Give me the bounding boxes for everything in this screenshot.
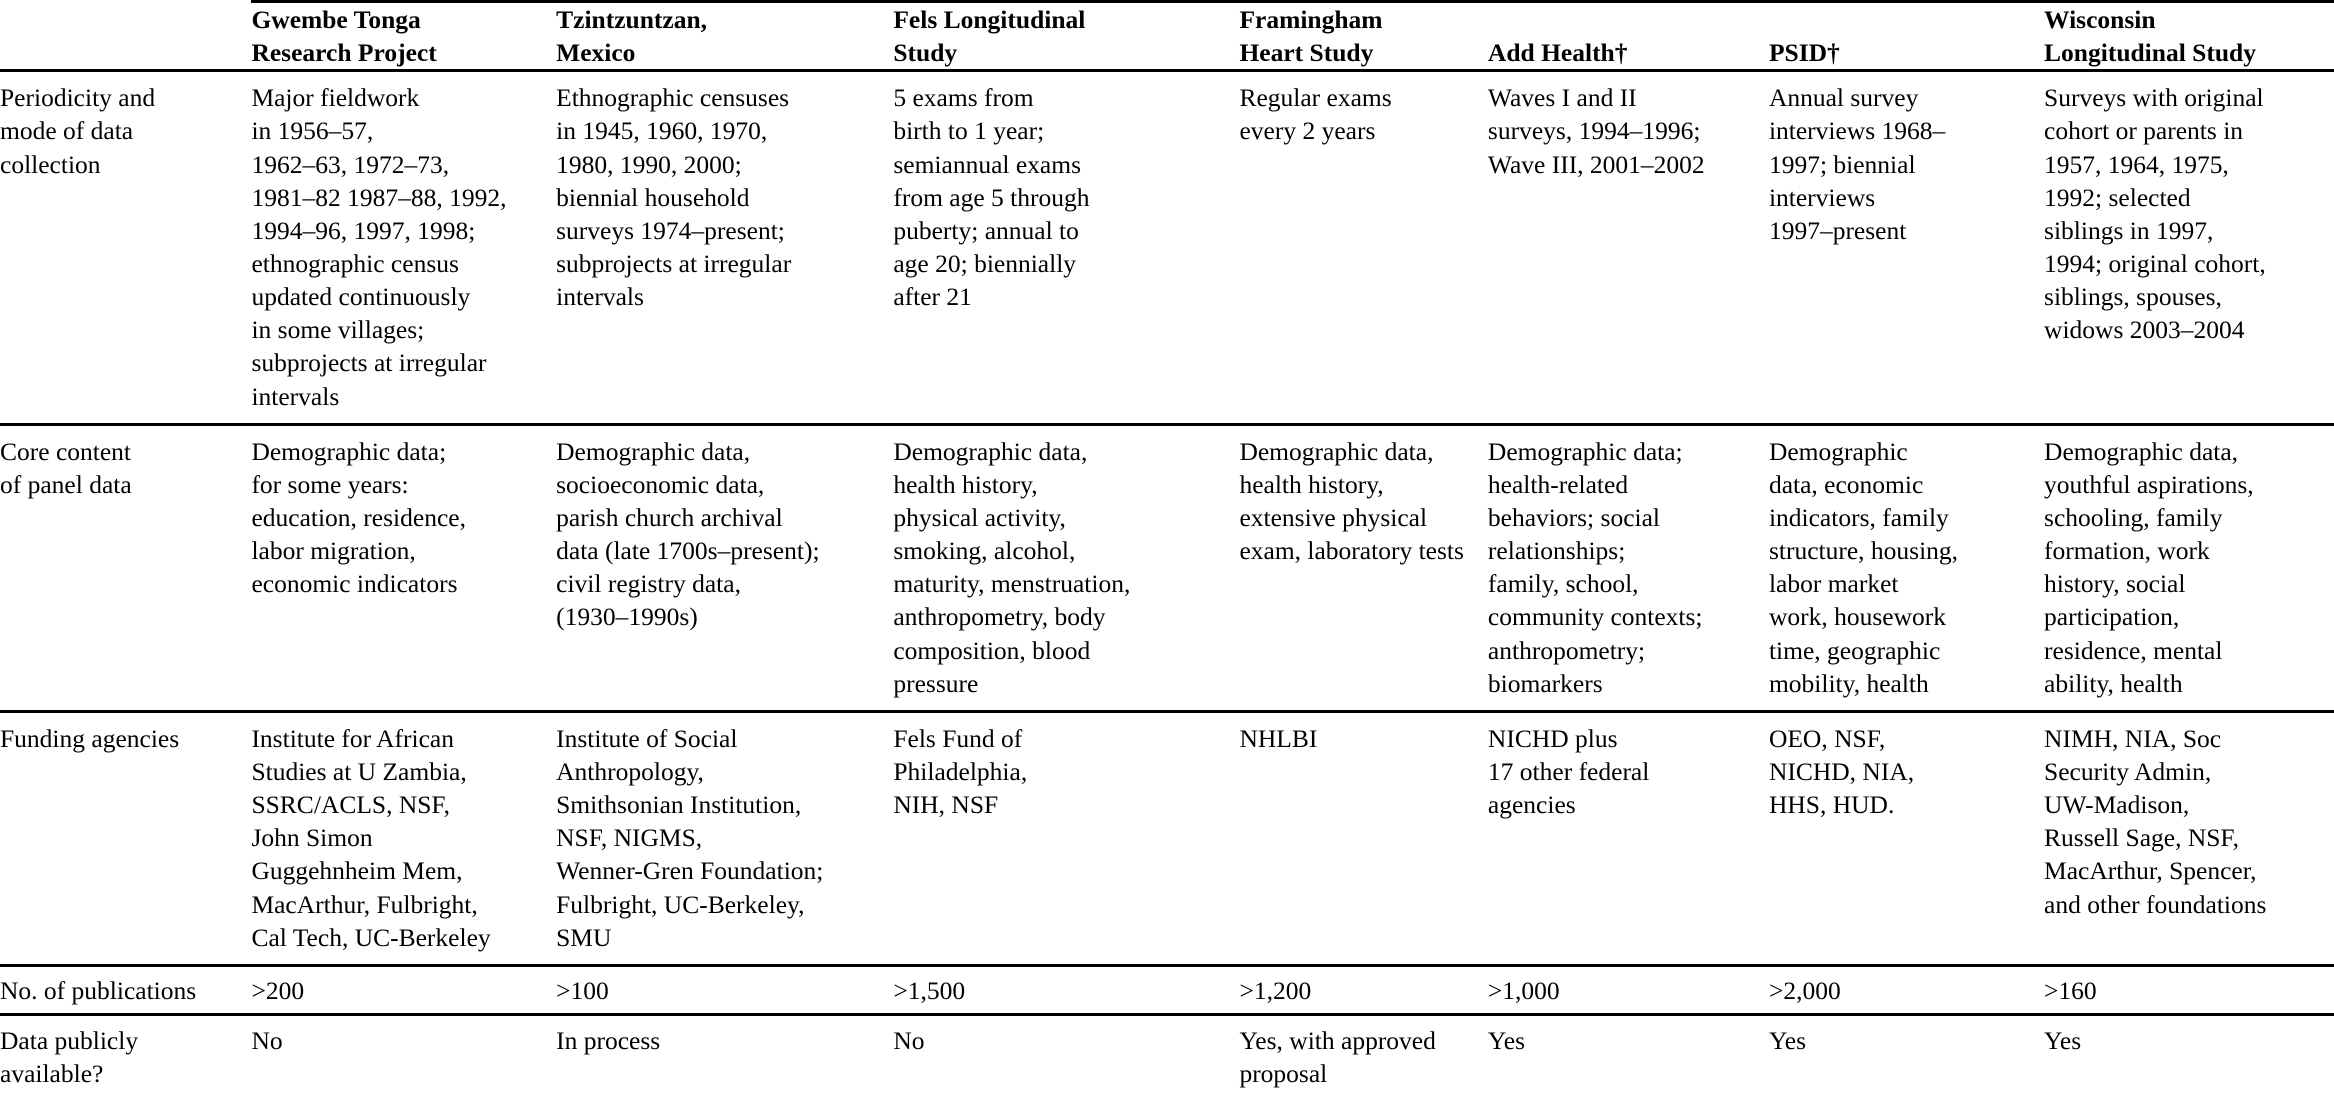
column-header-line: Longitudinal Study <box>2044 38 2256 68</box>
cell-periodicity-fels <box>893 71 1239 424</box>
row-label-periodicity <box>0 71 251 424</box>
cell-line: socioeconomic data, <box>556 469 765 499</box>
cell-line: SSRC/ACLS, NSF, <box>251 790 450 820</box>
cell-line: Institute of Social <box>556 723 738 753</box>
table-row <box>0 711 2334 965</box>
cell-line: Yes, with approved <box>1239 1025 1436 1055</box>
cell-line: maturity, menstruation, <box>893 569 1131 599</box>
cell-line: NIMH, NIA, Soc <box>2044 723 2222 753</box>
cell-data-available-add-health <box>1488 1014 1769 1094</box>
row-label-core-content <box>0 424 251 711</box>
cell-line: NICHD, NIA, <box>1768 756 1915 786</box>
column-header-line: Fels Longitudinal <box>893 5 1086 34</box>
cell-line: In process <box>556 1025 661 1055</box>
cell-data-available-psid <box>1769 1014 2044 1094</box>
row-label-line: of panel data <box>0 469 132 499</box>
column-header-psid <box>1769 2 2044 71</box>
row-label-publications <box>0 965 251 1014</box>
cell-line: history, social <box>2044 569 2186 599</box>
cell-publications-add-health <box>1488 965 1769 1014</box>
column-header-line: PSID† <box>1768 38 1840 68</box>
cell-core-content-fels <box>893 424 1239 711</box>
cell-line: Fels Fund of <box>893 723 1023 753</box>
cell-line: youthful aspirations, <box>2044 469 2254 499</box>
cell-line: 1980, 1990, 2000; <box>556 149 742 179</box>
cell-line: SMU <box>556 922 612 952</box>
cell-core-content-framingham <box>1239 424 1487 711</box>
row-label-line: available? <box>0 1059 104 1089</box>
cell-line: anthropometry; <box>1487 635 1646 665</box>
cell-line: family, school, <box>1487 569 1639 599</box>
cell-line: Demographic <box>1768 436 1908 466</box>
cell-line: MacArthur, Spencer, <box>2044 856 2257 886</box>
cell-line: Demographic data; <box>251 436 447 466</box>
cell-line: surveys, 1994–1996; <box>1487 116 1701 146</box>
cell-line: >1,000 <box>1487 975 1560 1005</box>
cell-line: agencies <box>1487 790 1576 820</box>
cell-data-available-gwembe <box>251 1014 556 1094</box>
row-label-line: Funding agencies <box>0 723 180 753</box>
cell-line: subprojects at irregular <box>556 248 792 278</box>
cell-periodicity-add-health <box>1488 71 1769 424</box>
cell-line: Yes <box>1487 1025 1526 1055</box>
cell-publications-psid <box>1769 965 2044 1014</box>
cell-core-content-tzintzuntzan <box>556 424 893 711</box>
cell-publications-tzintzuntzan <box>556 965 893 1014</box>
cell-line: 1997; biennial <box>1768 149 1916 179</box>
column-header-line: Wisconsin <box>2044 5 2156 34</box>
cell-line: indicators, family <box>1768 502 1949 532</box>
cell-line: Institute for African <box>251 723 454 753</box>
column-header-line: Add Health† <box>1487 38 1628 68</box>
cell-line: MacArthur, Fulbright, <box>251 889 478 919</box>
cell-line: 1997–present <box>1768 215 1907 245</box>
cell-publications-framingham <box>1239 965 1487 1014</box>
cell-core-content-add-health <box>1488 424 1769 711</box>
cell-line: data (late 1700s–present); <box>556 536 820 566</box>
cell-line: intervals <box>556 282 644 312</box>
cell-line: Studies at U Zambia, <box>251 756 467 786</box>
cell-line: smoking, alcohol, <box>893 536 1076 566</box>
cell-line: OEO, NSF, <box>1768 723 1886 753</box>
cell-line: >2,000 <box>1768 975 1841 1005</box>
cell-line: 5 exams from <box>893 83 1034 113</box>
cell-line: 1994–96, 1997, 1998; <box>251 215 476 245</box>
row-label-line: mode of data <box>0 116 134 146</box>
cell-line: and other foundations <box>2044 889 2267 919</box>
cell-line: birth to 1 year; <box>893 116 1045 146</box>
cell-line: updated continuously <box>251 282 471 312</box>
cell-periodicity-psid <box>1769 71 2044 424</box>
cell-line: labor market <box>1768 569 1899 599</box>
cell-line: Demographic data; <box>1487 436 1683 466</box>
cell-line: every 2 years <box>1239 116 1376 146</box>
cell-line: labor migration, <box>251 536 416 566</box>
cell-line: schooling, family <box>2044 502 2223 532</box>
table-header <box>0 2 2334 71</box>
cell-line: anthropometry, body <box>893 602 1106 632</box>
table-row <box>0 71 2334 424</box>
cell-funding-wisconsin <box>2044 711 2334 965</box>
cell-line: work, housework <box>1768 602 1946 632</box>
cell-line: 1994; original cohort, <box>2044 248 2266 278</box>
cell-line: residence, mental <box>2044 635 2223 665</box>
cell-line: Waves I and II <box>1487 83 1637 113</box>
cell-line: Cal Tech, UC-Berkeley <box>251 922 491 952</box>
cell-line: interviews <box>1768 182 1876 212</box>
cell-line: health history, <box>893 469 1038 499</box>
cell-line: Yes <box>1768 1025 1807 1055</box>
cell-data-available-wisconsin <box>2044 1014 2334 1094</box>
column-header-line: Mexico <box>556 38 636 68</box>
cell-line: Demographic data, <box>893 436 1088 466</box>
cell-line: NHLBI <box>1239 723 1318 753</box>
column-header-line <box>0 35 245 68</box>
cell-line: No <box>893 1025 925 1055</box>
cell-line: civil registry data, <box>556 569 741 599</box>
cell-line: age 20; biennially <box>893 248 1077 278</box>
header-row <box>0 2 2334 71</box>
cell-line: surveys 1974–present; <box>556 215 785 245</box>
cell-line: in some villages; <box>251 315 425 345</box>
cell-line: physical activity, <box>893 502 1066 532</box>
cell-line: data, economic <box>1768 469 1924 499</box>
table-row <box>0 965 2334 1014</box>
cell-line: time, geographic <box>1768 635 1941 665</box>
cell-periodicity-gwembe <box>251 71 556 424</box>
row-label-line: Core content <box>0 436 131 466</box>
cell-line: siblings, spouses, <box>2044 282 2222 312</box>
cell-line: siblings in 1997, <box>2044 215 2214 245</box>
column-header-line <box>1488 3 1763 36</box>
cell-line: Philadelphia, <box>893 756 1028 786</box>
cell-line: education, residence, <box>251 502 466 532</box>
cell-line: semiannual exams <box>893 149 1081 179</box>
cell-line: economic indicators <box>251 569 458 599</box>
cell-line: Smithsonian Institution, <box>556 790 802 820</box>
cell-periodicity-tzintzuntzan <box>556 71 893 424</box>
cell-core-content-psid <box>1769 424 2044 711</box>
cell-core-content-gwembe <box>251 424 556 711</box>
column-header-line: Research Project <box>251 38 437 68</box>
column-header-framingham <box>1239 2 1487 71</box>
cell-line: Wenner-Gren Foundation; <box>556 856 824 886</box>
column-header-line <box>1769 3 2038 36</box>
cell-line: exam, laboratory tests <box>1239 536 1464 566</box>
row-label-line: Periodicity and <box>0 83 156 113</box>
column-header-line: Tzintzuntzan, <box>556 5 708 34</box>
cell-funding-framingham <box>1239 711 1487 965</box>
column-header-line <box>0 2 245 35</box>
cell-line: Regular exams <box>1239 83 1392 113</box>
cell-line: Yes <box>2044 1025 2082 1055</box>
cell-line: proposal <box>1239 1059 1328 1089</box>
cell-line: extensive physical <box>1239 502 1428 532</box>
cell-line: Anthropology, <box>556 756 704 786</box>
cell-data-available-tzintzuntzan <box>556 1014 893 1094</box>
cell-line: from age 5 through <box>893 182 1090 212</box>
cell-line: in 1956–57, <box>251 116 374 146</box>
cell-line: widows 2003–2004 <box>2044 315 2245 345</box>
row-label-data-available <box>0 1014 251 1094</box>
cell-line: parish church archival <box>556 502 783 532</box>
cell-funding-tzintzuntzan <box>556 711 893 965</box>
cell-line: 17 other federal <box>1487 756 1650 786</box>
cell-line: Demographic data, <box>2044 436 2239 466</box>
cell-line: Security Admin, <box>2044 756 2212 786</box>
cell-line: structure, housing, <box>1768 536 1959 566</box>
cell-line: formation, work <box>2044 536 2210 566</box>
table-row <box>0 1014 2334 1094</box>
cell-periodicity-wisconsin <box>2044 71 2334 424</box>
cell-line: Surveys with original <box>2044 83 2264 113</box>
column-header-line: Heart Study <box>1239 38 1374 68</box>
table-row <box>0 424 2334 711</box>
cell-line: intervals <box>251 381 340 411</box>
cell-line: >200 <box>251 975 305 1005</box>
cell-line: >160 <box>2044 975 2097 1005</box>
cell-line: Guggehnheim Mem, <box>251 856 463 886</box>
column-header-line: Framingham <box>1239 5 1383 34</box>
cell-line: for some years: <box>251 469 409 499</box>
column-header-line: Gwembe Tonga <box>251 5 421 34</box>
column-header-row-label <box>0 2 251 71</box>
cell-line: subprojects at irregular <box>251 348 487 378</box>
cell-line: Annual survey <box>1768 83 1919 113</box>
cell-line: participation, <box>2044 602 2180 632</box>
cell-funding-add-health <box>1488 711 1769 965</box>
cell-publications-fels <box>893 965 1239 1014</box>
row-label-line: No. of publications <box>0 975 197 1005</box>
cell-line: UW-Madison, <box>2044 790 2190 820</box>
column-header-line: Study <box>893 38 958 68</box>
cell-line: >1,200 <box>1239 975 1312 1005</box>
cell-line: interviews 1968– <box>1768 116 1946 146</box>
cell-line: health-related <box>1487 469 1629 499</box>
row-label-funding <box>0 711 251 965</box>
cell-line: NSF, NIGMS, <box>556 823 703 853</box>
cell-line: cohort or parents in <box>2044 116 2244 146</box>
cell-line: relationships; <box>1487 536 1626 566</box>
column-header-gwembe <box>251 2 556 71</box>
cell-line: 1981–82 1987–88, 1992, <box>251 182 507 212</box>
cell-line: John Simon <box>251 823 373 853</box>
column-header-tzintzuntzan <box>556 2 893 71</box>
cell-line: Ethnographic censuses <box>556 83 790 113</box>
cell-line: pressure <box>893 668 979 698</box>
cell-line: >100 <box>556 975 609 1005</box>
cell-line: ability, health <box>2044 668 2183 698</box>
cell-line: NIH, NSF <box>893 790 999 820</box>
cell-line: No <box>251 1025 283 1055</box>
row-label-line: collection <box>0 149 101 179</box>
cell-line: NICHD plus <box>1487 723 1618 753</box>
cell-line: after 21 <box>893 282 972 312</box>
cell-publications-gwembe <box>251 965 556 1014</box>
cell-line: (1930–1990s) <box>556 602 698 632</box>
cell-line: 1992; selected <box>2044 182 2191 212</box>
cell-line: ethnographic census <box>251 248 459 278</box>
cell-funding-gwembe <box>251 711 556 965</box>
cell-data-available-fels <box>893 1014 1239 1094</box>
cell-line: biomarkers <box>1487 668 1603 698</box>
cell-line: 1962–63, 1972–73, <box>251 149 450 179</box>
cell-line: Russell Sage, NSF, <box>2044 823 2239 853</box>
cell-line: Fulbright, UC-Berkeley, <box>556 889 805 919</box>
cell-line: biennial household <box>556 182 750 212</box>
cell-data-available-framingham <box>1239 1014 1487 1094</box>
column-header-wisconsin <box>2044 2 2334 71</box>
column-header-fels <box>893 2 1239 71</box>
cell-line: Wave III, 2001–2002 <box>1487 149 1705 179</box>
cell-periodicity-framingham <box>1239 71 1487 424</box>
row-label-line: Data publicly <box>0 1025 139 1055</box>
cell-core-content-wisconsin <box>2044 424 2334 711</box>
cell-line: Major fieldwork <box>251 83 420 113</box>
cell-line: 1957, 1964, 1975, <box>2044 149 2229 179</box>
cell-publications-wisconsin <box>2044 965 2334 1014</box>
cell-line: composition, blood <box>893 635 1091 665</box>
cell-line: Demographic data, <box>556 436 751 466</box>
cell-line: health history, <box>1239 469 1384 499</box>
cell-line: HHS, HUD. <box>1768 790 1895 820</box>
cell-line: >1,500 <box>893 975 966 1005</box>
cell-funding-fels <box>893 711 1239 965</box>
cell-line: puberty; annual to <box>893 215 1079 245</box>
cell-funding-psid <box>1769 711 2044 965</box>
cell-line: in 1945, 1960, 1970, <box>556 116 768 146</box>
cell-line: Demographic data, <box>1239 436 1434 466</box>
cell-line: behaviors; social <box>1487 502 1660 532</box>
cell-line: community contexts; <box>1487 602 1703 632</box>
cell-line: mobility, health <box>1768 668 1929 698</box>
column-header-add-health <box>1488 2 1769 71</box>
table-body <box>0 71 2334 1094</box>
